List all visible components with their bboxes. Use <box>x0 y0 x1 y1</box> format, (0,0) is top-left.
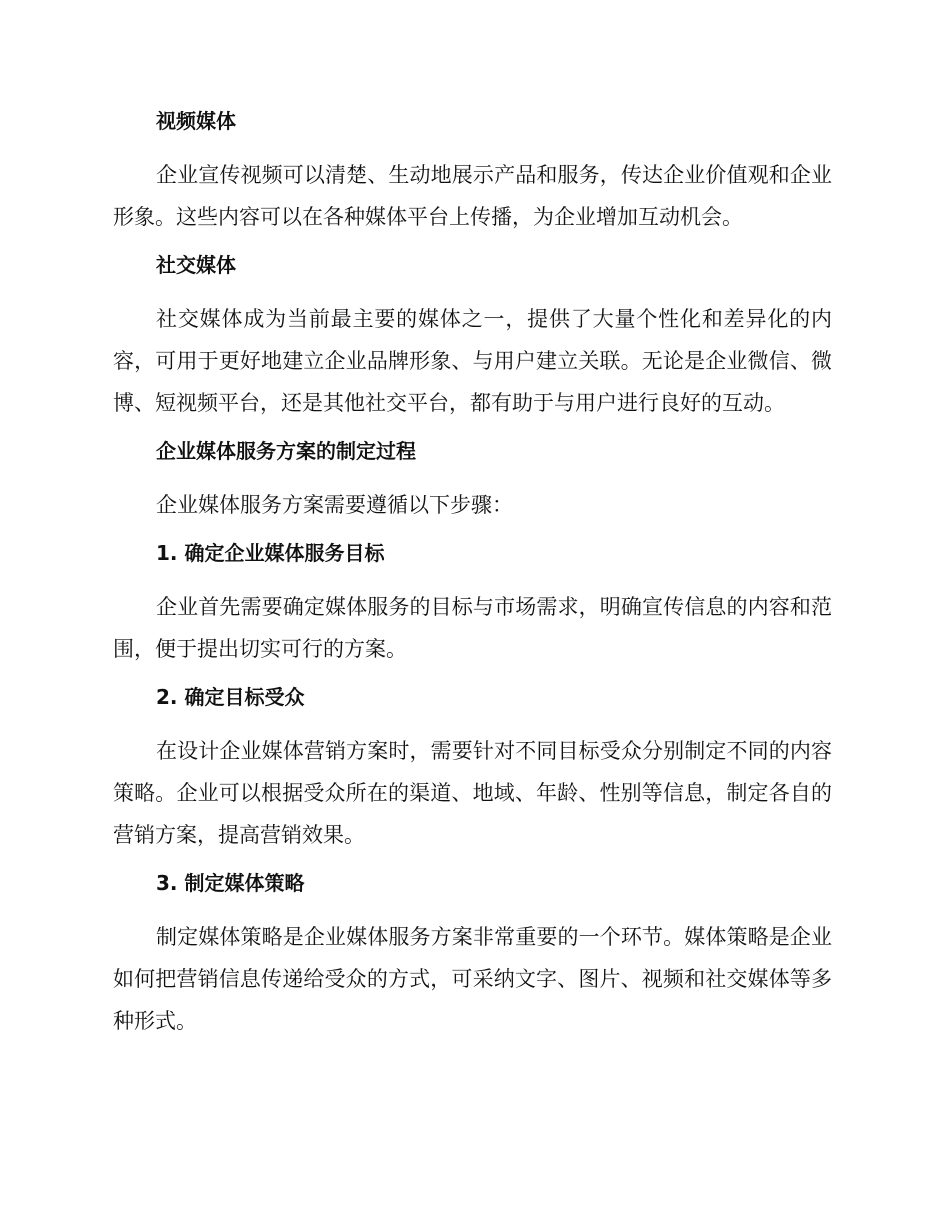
section-heading-step-3: 3. 制定媒体策略 <box>156 871 305 895</box>
section-heading-step-1: 1. 确定企业媒体服务目标 <box>156 541 385 565</box>
section-heading-process: 企业媒体服务方案的制定过程 <box>156 439 416 463</box>
section-heading-video-media: 视频媒体 <box>156 109 236 133</box>
section-paragraph-process: 企业媒体服务方案需要遵循以下步骤： <box>156 493 513 517</box>
section-paragraph-video-media: 企业宣传视频可以清楚、生动地展示产品和服务，传达企业价值观和企业形象。这些内容可以在各种媒体平台上传播，为企业增加互动机会。 <box>113 163 832 229</box>
section-heading-step-2: 2. 确定目标受众 <box>156 685 305 709</box>
section-heading-social-media: 社交媒体 <box>156 253 236 277</box>
section-paragraph-step-3: 制定媒体策略是企业媒体服务方案非常重要的一个环节。媒体策略是企业如何把营销信息传递给受众的方式，可采纳文字、图片、视频和社交媒体等多种形式。 <box>113 925 832 1033</box>
section-paragraph-step-1: 企业首先需要确定媒体服务的目标与市场需求，明确宣传信息的内容和范围，便于提出切实可行的方案。 <box>113 595 832 661</box>
section-paragraph-step-2: 在设计企业媒体营销方案时，需要针对不同目标受众分别制定不同的内容策略。企业可以根据受众所在的渠道、地域、年龄、性别等信息，制定各自的营销方案，提高营销效果。 <box>113 739 832 847</box>
section-paragraph-social-media: 社交媒体成为当前最主要的媒体之一，提供了大量个性化和差异化的内容，可用于更好地建立企业品牌形象、与用户建立关联。无论是企业微信、微博、短视频平台，还是其他社交平台，都有助于与用户进行良好的互动。 <box>113 307 832 415</box>
